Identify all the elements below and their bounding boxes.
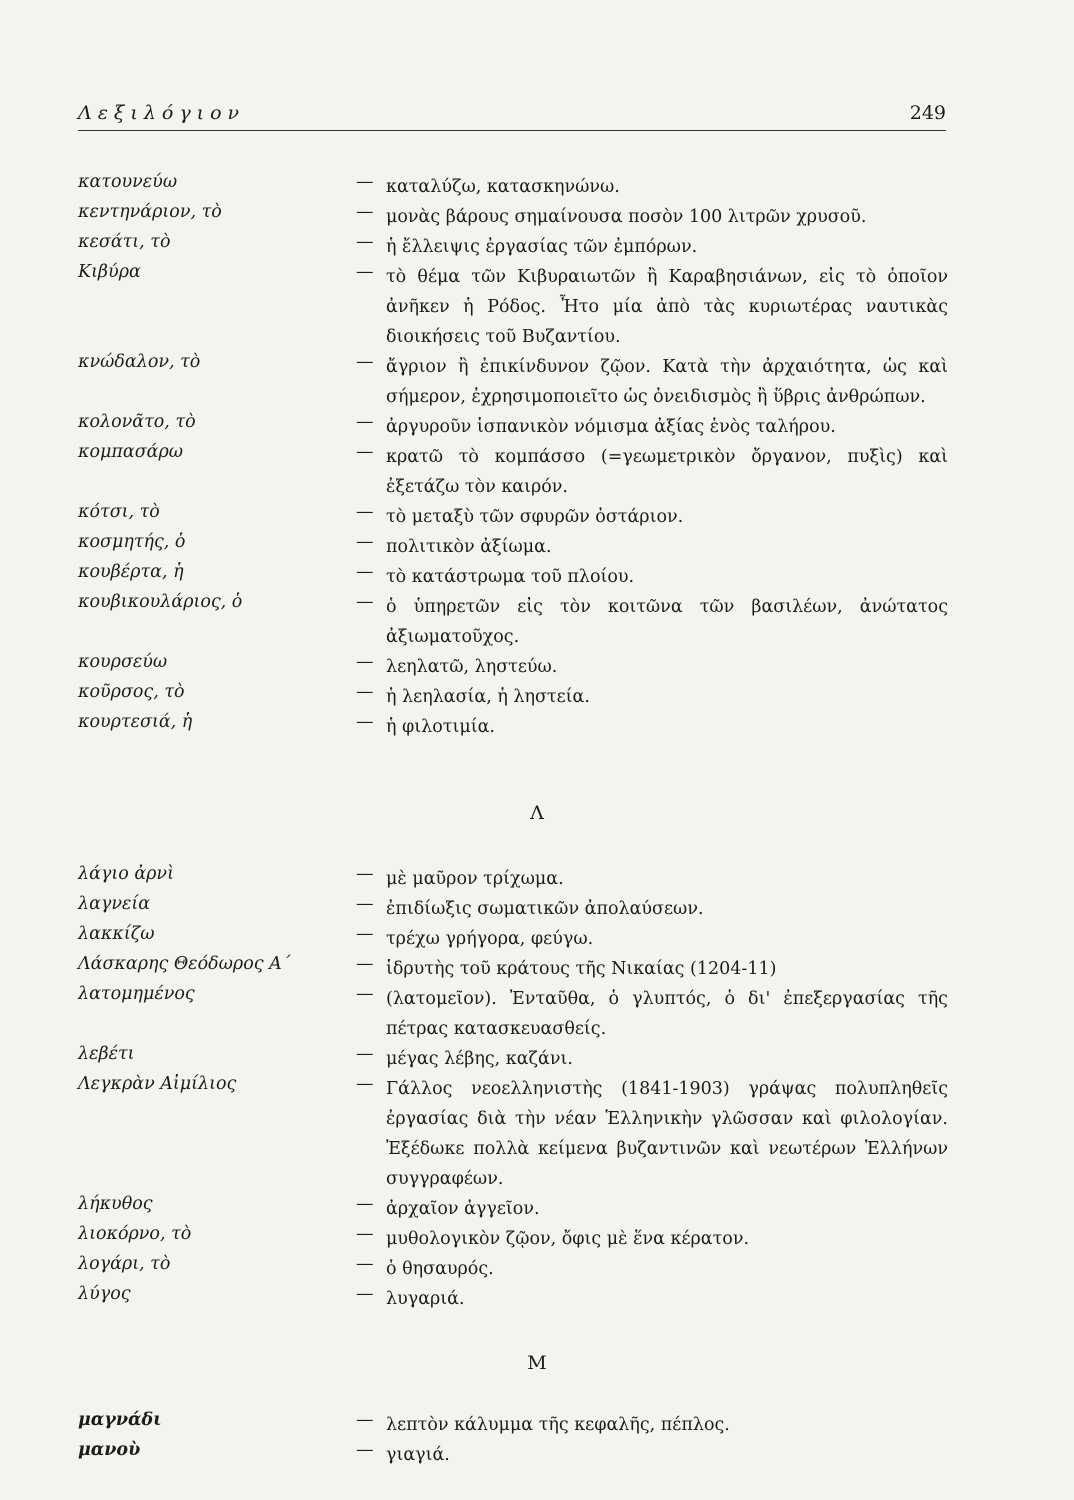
entry-dash: — [356, 894, 374, 914]
entry-definition: ἡ ἔλλειψις ἐργασίας τῶν ἐμπόρων. [386, 237, 698, 257]
entry-term: Κιβύρα [78, 262, 141, 282]
entry-term: κοῦρσος, τὸ [78, 682, 185, 702]
entry-dash: — [356, 1224, 374, 1244]
entry-term: λήκυθος [78, 1194, 153, 1214]
entry-dash: — [356, 1254, 374, 1274]
glossary-entry [78, 1254, 958, 1284]
entry-definition: ἀργυροῦν ἱσπανικὸν νόμισμα ἀξίας ἑνὸς ταλήρου. [386, 417, 836, 437]
glossary-entry [78, 894, 958, 924]
entry-dash: — [356, 712, 374, 732]
page-number: 249 [909, 102, 946, 124]
glossary-entry [78, 984, 958, 1044]
entry-dash: — [356, 262, 374, 282]
glossary-entry [78, 1044, 958, 1074]
glossary-entry [78, 172, 958, 202]
entry-definition: λεηλατῶ, ληστεύω. [386, 657, 558, 677]
glossary-entry [78, 592, 958, 652]
entry-dash: — [356, 682, 374, 702]
entry-term: λεβέτι [78, 1044, 135, 1064]
entry-dash: — [356, 954, 374, 974]
entry-dash: — [356, 1074, 374, 1094]
entry-term: λαγνεία [78, 894, 151, 914]
entry-definition: ἐπιδίωξις σωματικῶν ἀπολαύσεων. [386, 899, 704, 919]
glossary-entry [78, 1284, 958, 1314]
entry-definition: τὸ μεταξὺ τῶν σφυρῶν ὀστάριον. [386, 507, 684, 527]
running-header [78, 100, 946, 131]
entry-dash: — [356, 1410, 374, 1430]
entry-term: λακκίζω [78, 924, 155, 944]
entry-dash: — [356, 442, 374, 462]
glossary-entry [78, 1440, 958, 1470]
entry-term: κουρσεύω [78, 652, 168, 672]
entry-term: Λεγκρὰν Αἰμίλιος [78, 1074, 237, 1094]
entry-definition: μέγας λέβης, καζάνι. [386, 1049, 573, 1069]
glossary-entry [78, 1074, 958, 1194]
entry-definition: καταλύζω, κατασκηνώνω. [386, 177, 620, 197]
glossary-entry [78, 1194, 958, 1224]
entry-definition: ἀρχαῖον ἀγγεῖον. [386, 1199, 540, 1219]
entry-dash: — [356, 652, 374, 672]
entry-term: κεντηνάριον, τὸ [78, 202, 222, 222]
entry-term: κατουνεύω [78, 172, 178, 192]
entry-definition: πολιτικὸν ἀξίωμα. [386, 537, 552, 557]
entry-definition: λεπτὸν κάλυμμα τῆς κεφαλῆς, πέπλος. [386, 1415, 730, 1435]
glossary-section-k [78, 172, 958, 742]
entry-dash: — [356, 1440, 374, 1460]
glossary-entry [78, 502, 958, 532]
glossary-entry [78, 442, 958, 502]
entry-term: λάγιο ἀρνὶ [78, 864, 174, 884]
glossary-entry [78, 954, 958, 984]
entry-definition: ὁ θησαυρός. [386, 1259, 494, 1279]
header-title: Λεξιλόγιον [78, 102, 246, 124]
glossary-entry [78, 352, 958, 412]
entry-definition: τὸ κατάστρωμα τοῦ πλοίου. [386, 567, 635, 587]
glossary-entry [78, 864, 958, 894]
entry-dash: — [356, 202, 374, 222]
entry-definition: (λατομεῖον). Ἐνταῦθα, ὁ γλυπτός, ὁ δι' ἐπεξεργασίας τῆς πέτρας κατασκευασθείς. [386, 989, 948, 1039]
entry-term: κουρτεσιά, ἡ [78, 712, 193, 732]
entry-term: κολονᾶτο, τὸ [78, 412, 196, 432]
entry-term: κουβέρτα, ἡ [78, 562, 184, 582]
entry-dash: — [356, 864, 374, 884]
entry-term: κότσι, τὸ [78, 502, 160, 522]
entry-definition: λυγαριά. [386, 1289, 465, 1309]
entry-definition: Γάλλος νεοελληνιστὴς (1841-1903) γράψας πολυπληθεῖς ἐργασίας διὰ τὴν νέαν Ἑλληνικὴν γλῶσσαν καὶ φιλολογίαν. Ἐξέδωκε πολλὰ κείμενα βυζαντινῶν καὶ νεωτέρων Ἑλλήνων συγγραφέων. [386, 1079, 948, 1189]
entry-dash: — [356, 532, 374, 552]
glossary-entry [78, 712, 958, 742]
glossary-entry [78, 1410, 958, 1440]
entry-dash: — [356, 502, 374, 522]
entry-dash: — [356, 562, 374, 582]
glossary-entry [78, 924, 958, 954]
entry-dash: — [356, 592, 374, 612]
entry-dash: — [356, 1194, 374, 1214]
glossary-entry [78, 682, 958, 712]
entry-term: κουβικουλάριος, ὁ [78, 592, 243, 612]
entry-term: λύγος [78, 1284, 131, 1304]
entry-dash: — [356, 352, 374, 372]
entry-term: λατομημένος [78, 984, 195, 1004]
entry-definition: ὁ ὑπηρετῶν εἰς τὸν κοιτῶνα τῶν βασιλέων, ἀνώτατος ἀξιωματοῦχος. [386, 597, 948, 647]
entry-definition: μὲ μαῦρον τρίχωμα. [386, 869, 564, 889]
glossary-section-m [78, 1410, 958, 1470]
entry-definition: μονὰς βάρους σημαίνουσα ποσὸν 100 λιτρῶν χρυσοῦ. [386, 207, 867, 227]
entry-definition: τρέχω γρήγορα, φεύγω. [386, 929, 594, 949]
entry-dash: — [356, 924, 374, 944]
entry-dash: — [356, 232, 374, 252]
entry-dash: — [356, 412, 374, 432]
glossary-entry [78, 262, 958, 352]
entry-term: κνώδαλον, τὸ [78, 352, 201, 372]
section-letter-lambda: Λ [530, 802, 544, 824]
entry-definition: ἡ φιλοτιμία. [386, 717, 495, 737]
entry-term: κεσάτι, τὸ [78, 232, 171, 252]
entry-dash: — [356, 1044, 374, 1064]
glossary-entry [78, 232, 958, 262]
glossary-entry [78, 412, 958, 442]
entry-dash: — [356, 172, 374, 192]
entry-dash: — [356, 984, 374, 1004]
entry-dash: — [356, 1284, 374, 1304]
glossary-entry [78, 532, 958, 562]
glossary-entry [78, 1224, 958, 1254]
entry-term: Λάσκαρης Θεόδωρος Α΄ [78, 954, 291, 974]
entry-definition: κρατῶ τὸ κομπάσσο (=γεωμετρικὸν ὄργανον, πυξὶς) καὶ ἐξετάζω τὸν καιρόν. [386, 447, 948, 497]
entry-term: λιοκόρνο, τὸ [78, 1224, 192, 1244]
glossary-entry [78, 202, 958, 232]
entry-definition: ἱδρυτὴς τοῦ κράτους τῆς Νικαίας (1204-11) [386, 959, 777, 979]
entry-definition: ἡ λεηλασία, ἡ ληστεία. [386, 687, 590, 707]
entry-term: κοσμητής, ὁ [78, 532, 186, 552]
entry-term: μαγνάδι [78, 1410, 162, 1430]
glossary-section-l [78, 864, 958, 1314]
entry-term: κομπασάρω [78, 442, 184, 462]
entry-definition: γιαγιά. [386, 1445, 450, 1465]
glossary-entry [78, 562, 958, 592]
entry-term: λογάρι, τὸ [78, 1254, 171, 1274]
entry-definition: μυθολογικὸν ζῷον, ὄφις μὲ ἕνα κέρατον. [386, 1229, 750, 1249]
entry-term: μανοὺ [78, 1440, 141, 1460]
entry-definition: ἄγριον ἢ ἐπικίνδυνον ζῷον. Κατὰ τὴν ἀρχαιότητα, ὡς καὶ σήμερον, ἐχρησιμοποιεῖτο ὡς ὀνειδισμὸς ἢ ὕβρις ἀνθρώπων. [386, 357, 948, 407]
section-letter-mu: Μ [527, 1352, 547, 1374]
entry-definition: τὸ θέμα τῶν Κιβυραιωτῶν ἢ Καραβησιάνων, εἰς τὸ ὁποῖον ἀνῆκεν ἡ Ρόδος. Ἦτο μία ἀπὸ τὰς κυριωτέρας ναυτικὰς διοικήσεις τοῦ Βυζαντίου. [386, 267, 948, 347]
glossary-entry [78, 652, 958, 682]
